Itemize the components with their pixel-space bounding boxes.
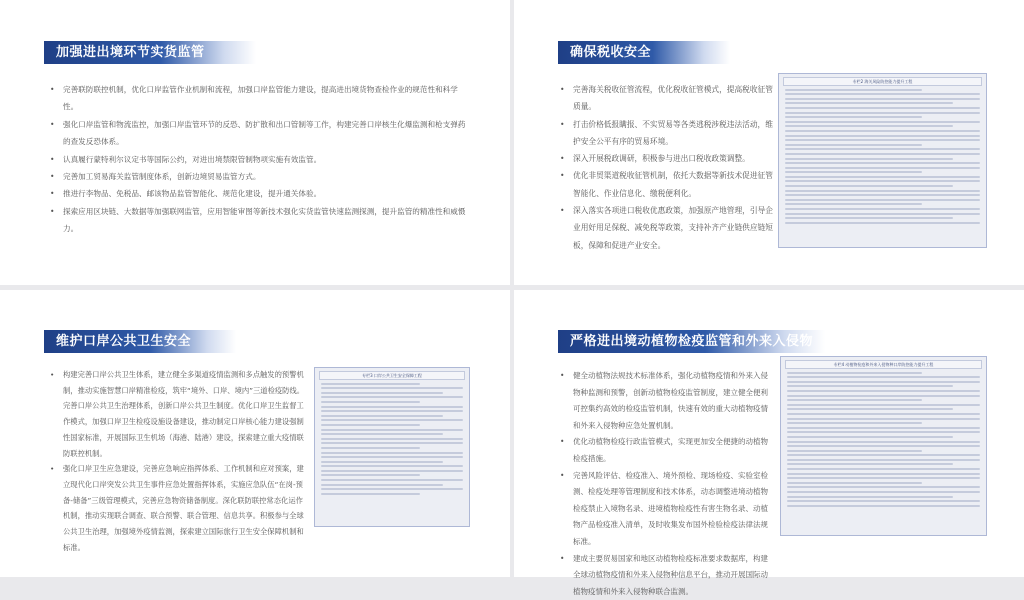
bullet-item: • 优化非贸渠道税收征管机制，依托大数据等新技术促进征管智能化、作业信息化、缴税便利化。 <box>560 167 774 202</box>
bullet-item: • 探索应用区块链、大数据等加强联网监管，应用智能审图等新技术强化实货监管快速监测探测，提升监管的精准性和威慑力。 <box>50 203 470 238</box>
document-body <box>781 372 986 507</box>
bullet-item: • 强化口岸卫生应急建设，完善应急响应指挥体系、工作机制和应对预案，建立现代化口岸突发公共卫生事件应急处置指挥体系，实施应急队伍“在岗-预备-储备”三级管理模式，完善应急物资储备制度。深化联防联控常态化运作机制，推动实现联合调查、联合预警、联合管理、信息共享。积极参与全球公共卫生治理，加强境外疫情监测，探索建立国际旅行卫生安全保障机制和标准。 <box>50 461 306 555</box>
slide-port-public-health <box>0 290 510 577</box>
slide-plant-animal-quarantine <box>514 290 1024 596</box>
slide-title: 维护口岸公共卫生安全 <box>44 330 236 353</box>
document-thumbnail <box>780 356 987 536</box>
document-thumbnail <box>778 73 987 248</box>
bullet-item: • 优化动植物检疫行政监管模式，实现更加安全便捷的动植物检疫措施。 <box>560 434 775 467</box>
slide-title: 确保税收安全 <box>558 41 730 64</box>
bullet-list <box>560 368 775 600</box>
document-thumbnail <box>314 367 470 527</box>
bullet-item: • 完善海关税收征管流程，优化税收征管模式，提高税收征管质量。 <box>560 81 774 116</box>
bullet-item: • 深入落实各项进口税收优惠政策，加强原产地管理，引导企业用好用足保税、减免税等政策，支持补齐产业链供应链短板，保障和促进产业安全。 <box>560 202 774 254</box>
slide-customs-supervision <box>0 0 510 285</box>
bullet-item: • 打击价格低报瞒报、不实贸易等各类逃税涉税违法活动，维护安全公平有序的贸易环境。 <box>560 116 774 151</box>
bullet-list <box>50 81 470 238</box>
document-heading: 专栏3 口岸公共卫生安全保障工程 <box>319 371 465 380</box>
bullet-list <box>50 367 306 555</box>
bullet-list <box>560 81 774 254</box>
bullet-item: • 认真履行蒙特利尔议定书等国际公约，对进出境禁限管制物项实施有效监管。 <box>50 151 470 168</box>
slide-title: 加强进出境环节实货监管 <box>44 41 256 64</box>
bullet-item: • 完善加工贸易海关监管制度体系，创新边境贸易监管方式。 <box>50 168 470 185</box>
bullet-item: • 强化口岸监管和物流监控，加强口岸监管环节的反恐、防扩散和出口管制等工作，构建完善口岸核生化爆监测和枪支弹药的查发反恐体系。 <box>50 116 470 151</box>
document-body <box>779 89 986 224</box>
bullet-item: • 完善风险评估、检疫准入、境外预检、现场检疫、实验室检测、检疫处理等管理制度和技术体系，动态调整进境动植物检疫禁止入境物名录、进境植物检疫性有害生物名录、动植物产品检疫准入清单，及时收集发布国外检验检疫法律法规标准。 <box>560 468 775 551</box>
document-heading: 专栏2 海关风险防控能力提升工程 <box>783 77 982 86</box>
bullet-item: • 建成主要贸易国家和地区动植物检疫标准要求数据库，构建全球动植物疫情和外来入侵物种信息平台，推动开展国际动植物疫情和外来入侵物种联合监测。 <box>560 551 775 600</box>
bullet-item: • 深入开展税政调研，积极参与进出口税收政策调整。 <box>560 150 774 167</box>
slide-tax-security <box>514 0 1024 285</box>
document-body <box>315 383 469 495</box>
document-heading: 专栏4 动植物检疫和外来入侵物种口岸防控能力提升工程 <box>785 360 982 369</box>
slide-title: 严格进出境动植物检疫监管和外来入侵物种口 <box>558 330 825 353</box>
bullet-item: • 推进行李物品、免税品、邮该物品监管智能化、规范化建设，提升通关体验。 <box>50 185 470 202</box>
bullet-item: • 完善联防联控机制，优化口岸监管作业机制和流程，加强口岸监管能力建设，提高进出境货物查检作业的规范性和科学性。 <box>50 81 470 116</box>
bullet-item: • 健全动植物法规技术标准体系，强化动植物疫情和外来入侵物种监测和预警，创新动植物检疫监管制度，建立健全便利可控集约高效的检疫监管机制，快速有效的重大动植物疫情和外来入侵物种应急处置机制。 <box>560 368 775 434</box>
bullet-item: • 构建完善口岸公共卫生体系，建立健全多渠道疫情监测和多点触发的预警机制，推动实施智慧口岸精准检疫，筑牢“境外、口岸、境内”三道检疫防线。完善口岸公共卫生治理体系，创新口岸公共卫生制度。优化口岸卫生监督工作模式，加强口岸卫生检疫设施设备建设，推动制定口岸核心能力建设强制性国家标准，开展国际卫生机场（海港、陆港）建设，探索建立重大疫情联防联控机制。 <box>50 367 306 461</box>
